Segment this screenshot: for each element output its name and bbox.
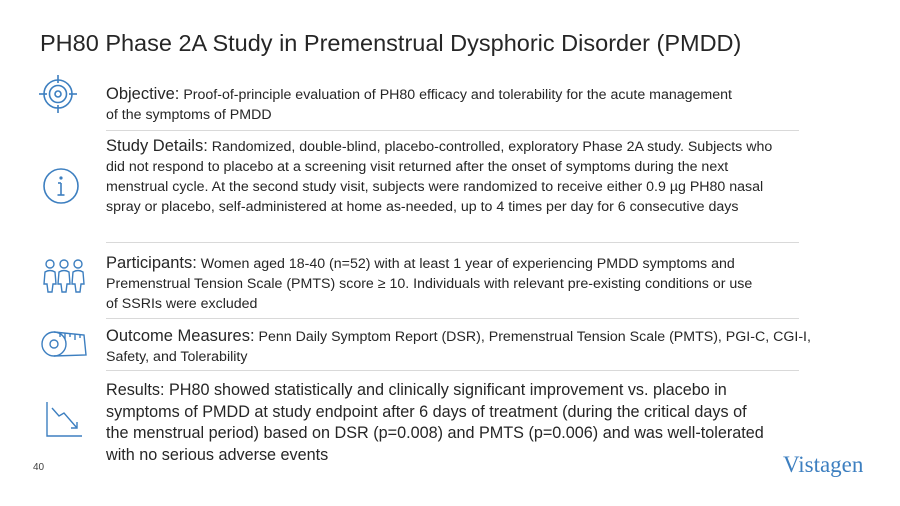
divider — [106, 242, 799, 243]
slide-title: PH80 Phase 2A Study in Premenstrual Dysphoric Disorder (PMDD) — [40, 30, 742, 56]
study-details-line-1: Randomized, double-blind, placebo-controlled, exploratory Phase 2A study. Subjects who — [211, 139, 773, 155]
outcome-measures-line-1: Penn Daily Symptom Report (DSR), Premenstrual Tension Scale (PMTS), PGI-C, CGI-I, — [258, 329, 811, 345]
results-line-4: with no serious adverse events — [106, 445, 329, 464]
participants-line-2: Premenstrual Tension Scale (PMTS) score ≥ 10. Individuals with relevant pre-existing conditions or use — [106, 276, 753, 292]
objective-label: Objective: — [106, 85, 180, 103]
results-line-1: Results: PH80 showed statistically and clinically significant improvement vs. placebo in — [106, 381, 727, 399]
participants-line-3: of SSRIs were excluded — [106, 296, 258, 312]
results-line-3: the menstrual period) based on DSR (p=0.008) and PMTS (p=0.006) and was well-tolerated — [106, 424, 764, 442]
participants-line-1: Women aged 18-40 (n=52) with at least 1 year of experiencing PMDD symptoms and — [200, 256, 735, 272]
objective-line-2: of the symptoms of PMDD — [106, 107, 272, 123]
study-details-line-2: did not respond to placebo at a screening visit returned after the onset of symptoms during the next — [106, 159, 729, 175]
study-details-line-3: menstrual cycle. At the second study visit, subjects were randomized to receive either 0.9 µg PH80 nasal — [106, 179, 764, 195]
participants-section — [106, 253, 752, 314]
study-details-label: Study Details: — [106, 137, 208, 155]
info-icon — [41, 166, 81, 206]
results-section — [106, 380, 764, 466]
outcome-measures-section — [106, 326, 811, 367]
divider — [106, 130, 799, 131]
outcome-measures-label: Outcome Measures: — [106, 327, 255, 345]
objective-line-1: Proof-of-principle evaluation of PH80 efficacy and tolerability for the acute management — [183, 87, 732, 103]
study-details-line-4: spray or placebo, self-administered at home as-needed, up to 4 times per day for 6 consecutive days — [106, 199, 739, 215]
vistagen-logo: Vistagen — [783, 452, 864, 477]
results-line-2: symptoms of PMDD at study endpoint after 6 days of treatment (during the critical days of — [106, 402, 747, 421]
divider — [106, 318, 799, 319]
participants-label: Participants: — [106, 254, 197, 272]
divider — [106, 370, 799, 371]
people-icon — [42, 258, 86, 294]
study-details-section — [106, 136, 772, 217]
outcome-measures-line-2: Safety, and Tolerability — [106, 349, 248, 365]
page-number: 40 — [33, 462, 45, 473]
trend-down-icon — [44, 400, 84, 438]
tape-measure-icon — [40, 325, 90, 363]
target-icon — [38, 74, 78, 114]
objective-section — [106, 84, 732, 125]
